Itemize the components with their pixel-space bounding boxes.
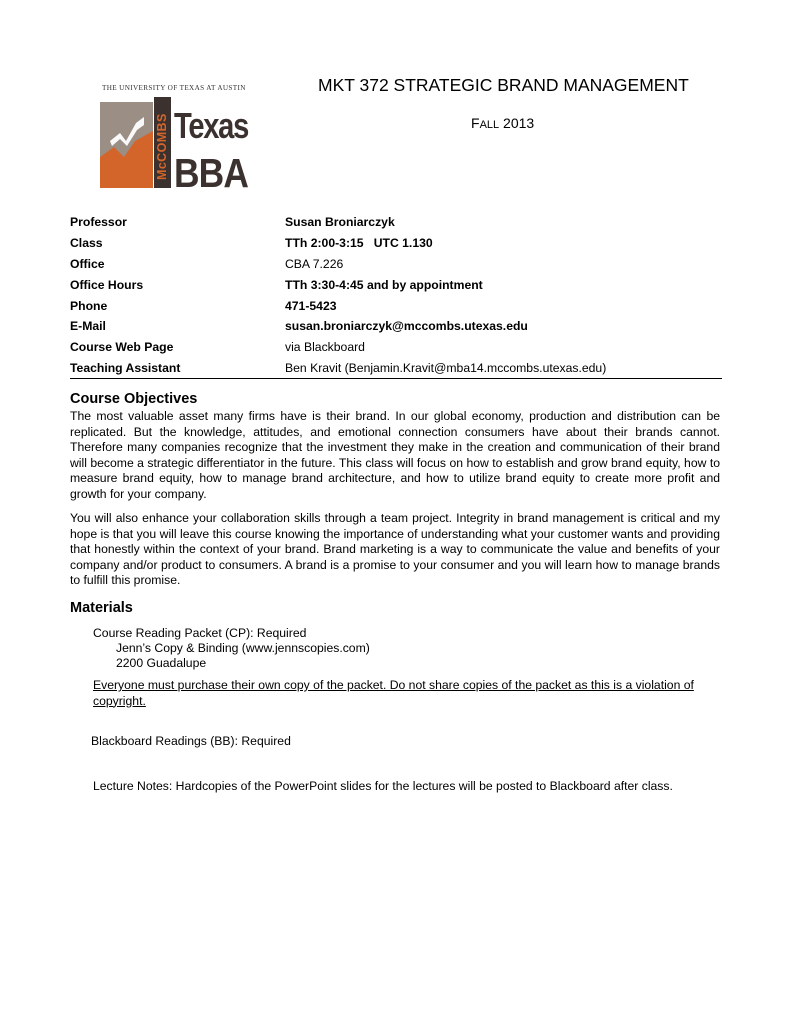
info-label: Course Web Page (70, 340, 174, 355)
objectives-heading: Course Objectives (70, 391, 198, 407)
email-link[interactable]: susan.broniarczyk@mccombs.utexas.edu (285, 319, 528, 334)
info-label: Office Hours (70, 277, 144, 292)
info-row-teaching-assistant (70, 358, 722, 379)
logo-mark (100, 97, 252, 196)
course-title: MKT 372 STRATEGIC BRAND MANAGEMENT (318, 75, 689, 95)
info-value: TTh 3:30-4:45 and by appointment (285, 277, 483, 292)
blackboard-readings: Blackboard Readings (BB): Required (91, 734, 291, 748)
objectives-paragraph-2: You will also enhance your collaboration skills through a team project. Integrity in brand management is critical and my hope is that you will leave this course knowing the importance of understanding what your customer wants and providing that honestly within the context of your brand. Brand marketing is a way to communicate the value and benefits of your company and/or product to consumers. A brand is a promise to your consumer and you will learn how to manage brands to fulfill this promise. (70, 511, 720, 588)
info-label: Class (70, 236, 103, 251)
info-label: Professor (70, 215, 127, 230)
store-address: 2200 Guadalupe (116, 656, 207, 670)
logo-bba-text: BBA (174, 150, 249, 196)
info-row-office-hours (70, 274, 722, 295)
logo-university-line: THE UNIVERSITY OF TEXAS AT AUSTIN (102, 84, 246, 92)
materials-heading: Materials (70, 600, 133, 616)
info-row-web-page (70, 337, 722, 358)
objectives-paragraph-1: The most valuable asset many firms have is their brand. In our global economy, production and distribution can be replicated. But the knowledge, attitudes, and emotional connection consumers have about their brands cannot. Therefore many companies recognize that the investment they make in the creation and communication of their brand will become a strategic differentiator in the future. This class will focus on how to establish and grow brand equity, how to measure brand equity, how to manage brand architecture, and how to utilize brand equity to create more profit and growth for your company. (70, 409, 720, 501)
info-label: Phone (70, 298, 108, 313)
info-value: TTh 2:00-3:15 UTC 1.130 (285, 236, 433, 251)
logo-texas-text: Texas (174, 105, 249, 146)
logo-mccombs-text: McCOMBS (155, 113, 169, 180)
lecture-notes: Lecture Notes: Hardcopies of the PowerPoint slides for the lectures will be posted to Blackboard after class. (93, 779, 673, 793)
copy-store: Jenn’s Copy & Binding (www.jennscopies.com) (116, 641, 370, 655)
info-label: Office (70, 256, 105, 271)
info-value: Susan Broniarczyk (285, 215, 395, 230)
info-row-office (70, 254, 722, 275)
term-initial: F (471, 115, 480, 131)
info-value: 471-5423 (285, 298, 337, 313)
info-label: Teaching Assistant (70, 360, 181, 375)
copyright-warning: Everyone must purchase their own copy of the packet. Do not share copies of the packet as this is a violation of copyright. (93, 678, 694, 708)
info-value: Ben Kravit (Benjamin.Kravit@mba14.mccombs.utexas.edu) (285, 360, 607, 375)
info-row-class (70, 233, 722, 254)
info-value: via Blackboard (285, 340, 365, 355)
term-smallcaps: ALL (479, 119, 500, 131)
course-term (471, 115, 534, 131)
mccombs-texas-bba-logo (100, 84, 252, 196)
info-value: CBA 7.226 (285, 256, 344, 271)
info-row-email (70, 316, 722, 337)
course-info-table (70, 212, 722, 379)
packet-requirement: Course Reading Packet (CP): Required (93, 626, 307, 640)
term-year: 2013 (499, 115, 535, 131)
info-label: E-Mail (70, 319, 106, 334)
info-row-phone (70, 295, 722, 316)
info-row-professor (70, 212, 722, 233)
